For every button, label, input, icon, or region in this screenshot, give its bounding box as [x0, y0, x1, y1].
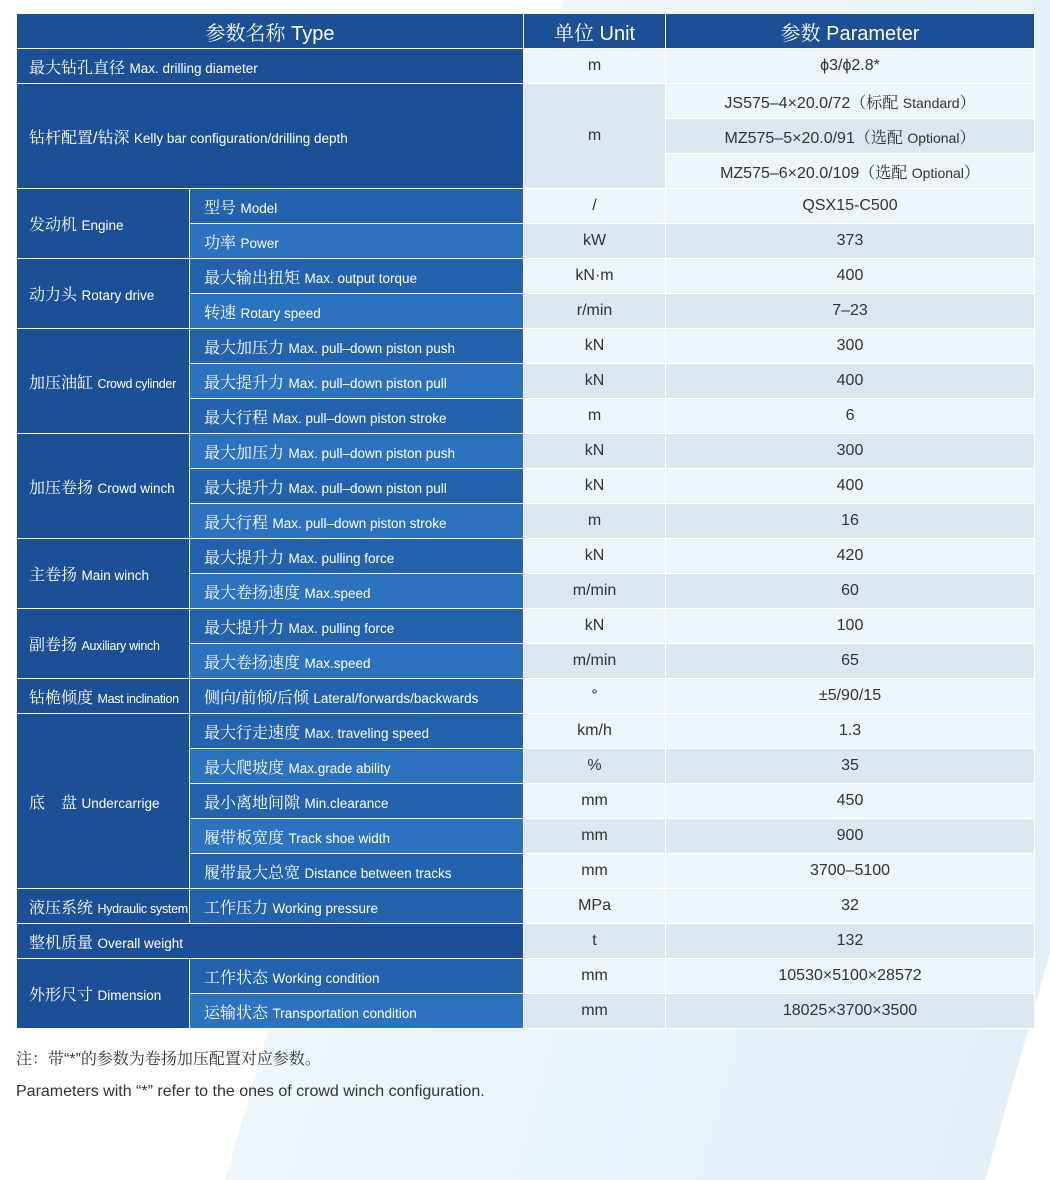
row-unit: m: [524, 84, 666, 189]
row-label: 履带板宽度 Track shoe width: [190, 819, 524, 854]
row-label: 最大爬坡度 Max.grade ability: [190, 749, 524, 784]
row-unit: mm: [524, 819, 666, 854]
header-unit: 单位 Unit: [524, 14, 666, 49]
row-unit: km/h: [524, 714, 666, 749]
row-value: MZ575–6×20.0/109（选配 Optional）: [666, 154, 1035, 189]
row-value: QSX15-C500: [666, 189, 1035, 224]
note-en: Parameters with “*” refer to the ones of crowd winch configuration.: [16, 1083, 485, 1100]
row-value: 7–23: [666, 294, 1035, 329]
row-unit: %: [524, 749, 666, 784]
row-label: 最大提升力 Max. pulling force: [190, 539, 524, 574]
group-label: 钻桅倾度 Mast inclination: [17, 679, 190, 714]
row-label: 最大卷扬速度 Max.speed: [190, 644, 524, 679]
row-unit: m/min: [524, 574, 666, 609]
row-unit: mm: [524, 959, 666, 994]
row-value: 900: [666, 819, 1035, 854]
row-value: 6: [666, 399, 1035, 434]
table-row: [17, 924, 1035, 959]
row-value: 300: [666, 329, 1035, 364]
table-row: [17, 84, 1035, 119]
row-value: ±5/90/15: [666, 679, 1035, 714]
row-unit: kN: [524, 364, 666, 399]
row-unit: kW: [524, 224, 666, 259]
row-unit: MPa: [524, 889, 666, 924]
row-label: 型号 Model: [190, 189, 524, 224]
row-value: 32: [666, 889, 1035, 924]
row-label: 最大行程 Max. pull–down piston stroke: [190, 504, 524, 539]
row-label: 最大加压力 Max. pull–down piston push: [190, 329, 524, 364]
row-label: 最大提升力 Max. pull–down piston pull: [190, 469, 524, 504]
table-row: [17, 329, 1035, 364]
group-label: 加压油缸 Crowd cylinder: [17, 329, 190, 434]
row-label: 最大加压力 Max. pull–down piston push: [190, 434, 524, 469]
row-value: MZ575–5×20.0/91（选配 Optional）: [666, 119, 1035, 154]
row-value: 450: [666, 784, 1035, 819]
header-type: 参数名称 Type: [17, 14, 524, 49]
group-label: 加压卷扬 Crowd winch: [17, 434, 190, 539]
row-value: ϕ3/ϕ2.8*: [666, 49, 1035, 84]
row-unit: t: [524, 924, 666, 959]
row-unit: kN: [524, 329, 666, 364]
row-value: 373: [666, 224, 1035, 259]
row-unit: m: [524, 504, 666, 539]
row-unit: m/min: [524, 644, 666, 679]
row-value: 16: [666, 504, 1035, 539]
notes: [16, 1044, 485, 1108]
header-parameter: 参数 Parameter: [666, 14, 1035, 49]
row-label: 最大行走速度 Max. traveling speed: [190, 714, 524, 749]
row-value: 18025×3700×3500: [666, 994, 1035, 1029]
row-unit: m: [524, 399, 666, 434]
row-unit: kN: [524, 469, 666, 504]
row-label: 最大行程 Max. pull–down piston stroke: [190, 399, 524, 434]
note-cn: 注：带“*”的参数为卷扬加压配置对应参数。: [16, 1051, 321, 1068]
row-value: 420: [666, 539, 1035, 574]
group-label: 底 盘 Undercarrige: [17, 714, 190, 889]
row-label: 最小离地间隙 Min.clearance: [190, 784, 524, 819]
row-value: 400: [666, 259, 1035, 294]
row-label: 转速 Rotary speed: [190, 294, 524, 329]
row-label: 最大输出扭矩 Max. output torque: [190, 259, 524, 294]
row-label: 履带最大总宽 Distance between tracks: [190, 854, 524, 889]
row-label: 钻杆配置/钻深 Kelly bar configuration/drilling depth: [17, 84, 524, 189]
table-header-row: [17, 14, 1035, 49]
row-label: 最大提升力 Max. pull–down piston pull: [190, 364, 524, 399]
row-unit: kN: [524, 539, 666, 574]
row-unit: kN: [524, 609, 666, 644]
row-unit: mm: [524, 994, 666, 1029]
row-value: 65: [666, 644, 1035, 679]
row-unit: kN: [524, 434, 666, 469]
row-value: 100: [666, 609, 1035, 644]
row-value: 10530×5100×28572: [666, 959, 1035, 994]
row-value: 35: [666, 749, 1035, 784]
group-label: 主卷扬 Main winch: [17, 539, 190, 609]
spec-table: [16, 13, 1035, 1029]
row-value: 300: [666, 434, 1035, 469]
row-unit: /: [524, 189, 666, 224]
row-unit: °: [524, 679, 666, 714]
table-row: [17, 259, 1035, 294]
table-row: [17, 539, 1035, 574]
row-unit: m: [524, 49, 666, 84]
table-row: [17, 189, 1035, 224]
group-label: 动力头 Rotary drive: [17, 259, 190, 329]
table-row: [17, 434, 1035, 469]
row-unit: kN·m: [524, 259, 666, 294]
table-row: [17, 679, 1035, 714]
row-label: 最大提升力 Max. pulling force: [190, 609, 524, 644]
row-value: 400: [666, 364, 1035, 399]
row-value: 132: [666, 924, 1035, 959]
row-unit: r/min: [524, 294, 666, 329]
group-label: 副卷扬 Auxiliary winch: [17, 609, 190, 679]
table-row: [17, 959, 1035, 994]
row-label: 最大卷扬速度 Max.speed: [190, 574, 524, 609]
row-value: 60: [666, 574, 1035, 609]
row-value: 3700–5100: [666, 854, 1035, 889]
row-label: 功率 Power: [190, 224, 524, 259]
table-row: [17, 609, 1035, 644]
table-row: [17, 889, 1035, 924]
row-label: 最大钻孔直径 Max. drilling diameter: [17, 49, 524, 84]
row-value: 400: [666, 469, 1035, 504]
row-unit: mm: [524, 854, 666, 889]
group-label: 发动机 Engine: [17, 189, 190, 259]
row-label: 工作压力 Working pressure: [190, 889, 524, 924]
group-label: 液压系统 Hydraulic system: [17, 889, 190, 924]
row-value: 1.3: [666, 714, 1035, 749]
row-unit: mm: [524, 784, 666, 819]
row-label: 侧向/前倾/后倾 Lateral/forwards/backwards: [190, 679, 524, 714]
row-value: JS575–4×20.0/72（标配 Standard）: [666, 84, 1035, 119]
table-row: [17, 49, 1035, 84]
row-label: 整机质量 Overall weight: [17, 924, 524, 959]
table-row: [17, 714, 1035, 749]
group-label: 外形尺寸 Dimension: [17, 959, 190, 1029]
row-label: 工作状态 Working condition: [190, 959, 524, 994]
row-label: 运输状态 Transportation condition: [190, 994, 524, 1029]
